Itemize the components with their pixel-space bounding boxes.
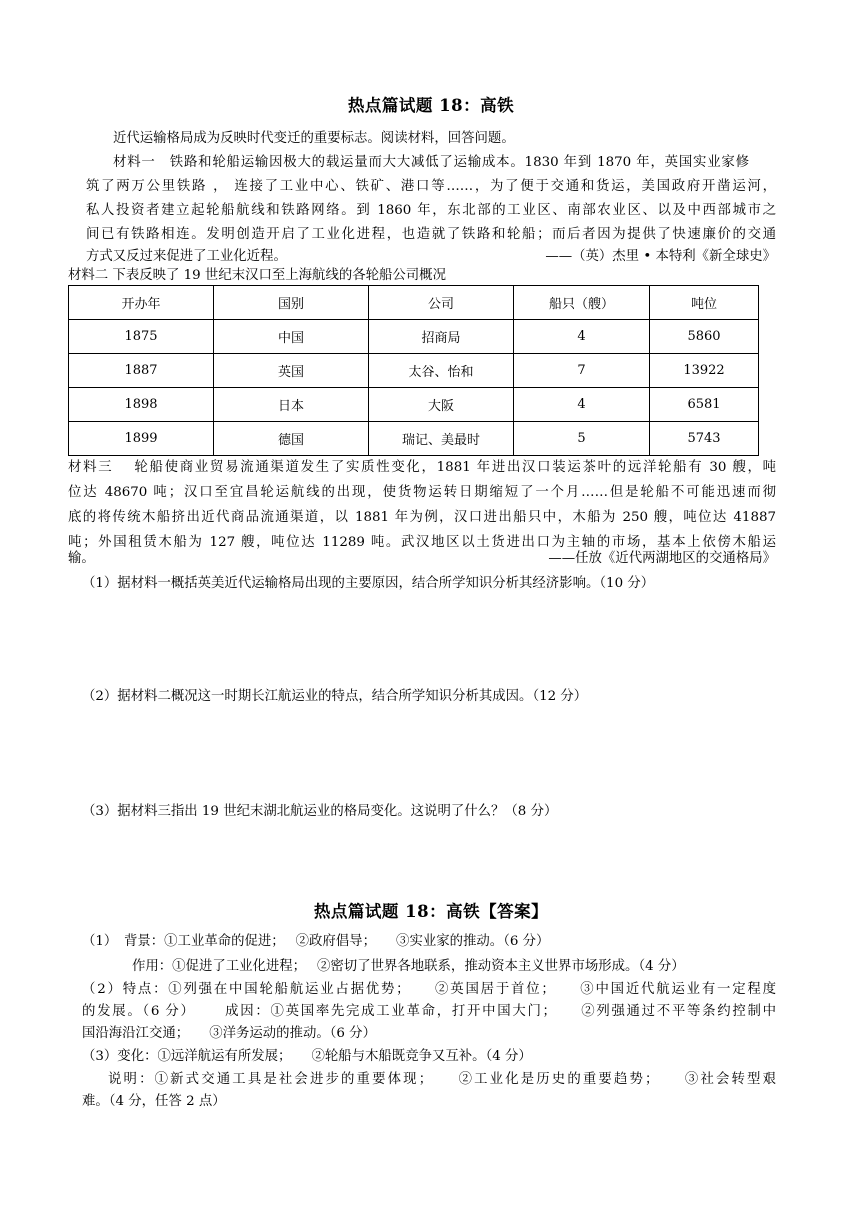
table-cell: 4 [514,388,650,422]
answer-2-line: 的发展。（6 分） 成因：①英国率先完成工业革命，打开中国大门； ②列强通过不平等条约控制中 [82,1004,776,1019]
material-three-line: 位达 48670 吨；汉口至宜昌轮运航线的出现，使货物运转日期缩短了一个月……但是轮船不可能迅速而彻 [68,485,776,500]
table-cell: 1898 [69,388,214,422]
table-cell: 瑞记、美最时 [369,422,514,456]
material-one-line: 材料一 铁路和轮船运输因极大的载运量而大大减低了运输成本。1830 年到 1870 年，英国实业家修 [113,155,749,170]
table-row [69,320,759,354]
question-title: 热点篇试题 18：高铁 [347,96,515,115]
table-row [69,388,759,422]
question-2: （2）据材料二概况这一时期长江航运业的特点，结合所学知识分析其成因。（12 分） [82,689,588,704]
table-header-row [69,286,759,320]
table-header-cell: 开办年 [69,286,214,320]
material-two-caption: 材料二 下表反映了 19 世纪末汉口至上海航线的各轮船公司概况 [68,268,446,283]
material-three-line: 吨；外国租赁木船为 127 艘，吨位达 11289 吨。武汉地区以土货进出口为主轴的市场，基本上依傍木船运 [68,535,776,550]
material-one-line: 间已有铁路相连。发明创造开启了工业化进程，也造就了铁路和轮船；而后者因为提供了快速廉价的交通 [86,227,776,242]
question-3: （3）据材料三指出 19 世纪末湖北航运业的格局变化。这说明了什么？（8 分） [82,804,558,819]
material-three-line: 材料三 轮船使商业贸易流通渠道发生了实质性变化，1881 年进出汉口装运茶叶的远洋轮船有 30 艘，吨 [68,460,776,475]
table-cell: 太谷、怡和 [369,354,514,388]
table-cell: 英国 [214,354,369,388]
table-cell: 1875 [69,320,214,354]
table-row [69,354,759,388]
table-header-cell: 公司 [369,286,514,320]
table-cell: 5743 [650,422,759,456]
material-one-line: 筑了两万公里铁路 ， 连接了工业中心、铁矿、港口等……，为了便于交通和货运，美国政府开凿运河， [86,179,776,194]
table-cell: 日本 [214,388,369,422]
answer-1-effect: 作用：①促进了工业化进程； ②密切了世界各地联系，推动资本主义世界市场形成。（4 分） [132,959,685,974]
intro-text: 近代运输格局成为反映时代变迁的重要标志。阅读材料，回答问题。 [113,131,515,146]
table-cell: 中国 [214,320,369,354]
answer-3-change: （3）变化：①远洋航运有所发展； ②轮船与木船既竞争又互补。（4 分） [82,1049,532,1064]
table-cell: 4 [514,320,650,354]
table-cell: 6581 [650,388,759,422]
answer-title: 热点篇试题 18：高铁【答案】 [313,902,549,921]
answer-3-explain: 难。（4 分，任答 2 点） [82,1094,226,1109]
table-header-cell: 吨位 [650,286,759,320]
answer-3-explain: 说明：①新式交通工具是社会进步的重要体现； ②工业化是历史的重要趋势； ③社会转型艰 [108,1072,776,1087]
answer-1-background: （1） 背景：①工业革命的促进； ②政府倡导； ③实业家的推动。（6 分） [82,934,550,949]
material-three-line: 输。 [68,551,95,566]
material-one-line: 方式又反过来促进了工业化近程。 [86,249,287,264]
table-cell: 德国 [214,422,369,456]
answer-2-line: （2）特点：①列强在中国轮船航运业占据优势； ②英国居于首位； ③中国近代航运业有一定程度 [82,982,776,997]
table-header-cell: 国别 [214,286,369,320]
table-cell: 1899 [69,422,214,456]
table-cell: 1887 [69,354,214,388]
shipping-companies-table [68,285,759,456]
answer-2-line: 国沿海沿江交通； ③洋务运动的推动。（6 分） [82,1026,376,1041]
table-cell: 7 [514,354,650,388]
table-cell: 5860 [650,320,759,354]
material-one-source: ——（英）杰里 • 本特利《新全球史》 [545,249,776,264]
table-cell: 13922 [650,354,759,388]
table-row [69,422,759,456]
material-three-source: ——任放《近代两湖地区的交通格局》 [548,551,776,566]
table-cell: 招商局 [369,320,514,354]
table-header-cell: 船只（艘） [514,286,650,320]
question-1: （1）据材料一概括英美近代运输格局出现的主要原因，结合所学知识分析其经济影响。（10 分） [82,576,655,591]
material-three-line: 底的将传统木船挤出近代商品流通渠道，以 1881 年为例，汉口进出船只中，木船为 250 艘，吨位达 41887 [68,510,776,525]
table-cell: 大阪 [369,388,514,422]
material-one-line: 私人投资者建立起轮船航线和铁路网络。到 1860 年，东北部的工业区、南部农业区、以及中西部城市之 [86,203,776,218]
table-cell: 5 [514,422,650,456]
